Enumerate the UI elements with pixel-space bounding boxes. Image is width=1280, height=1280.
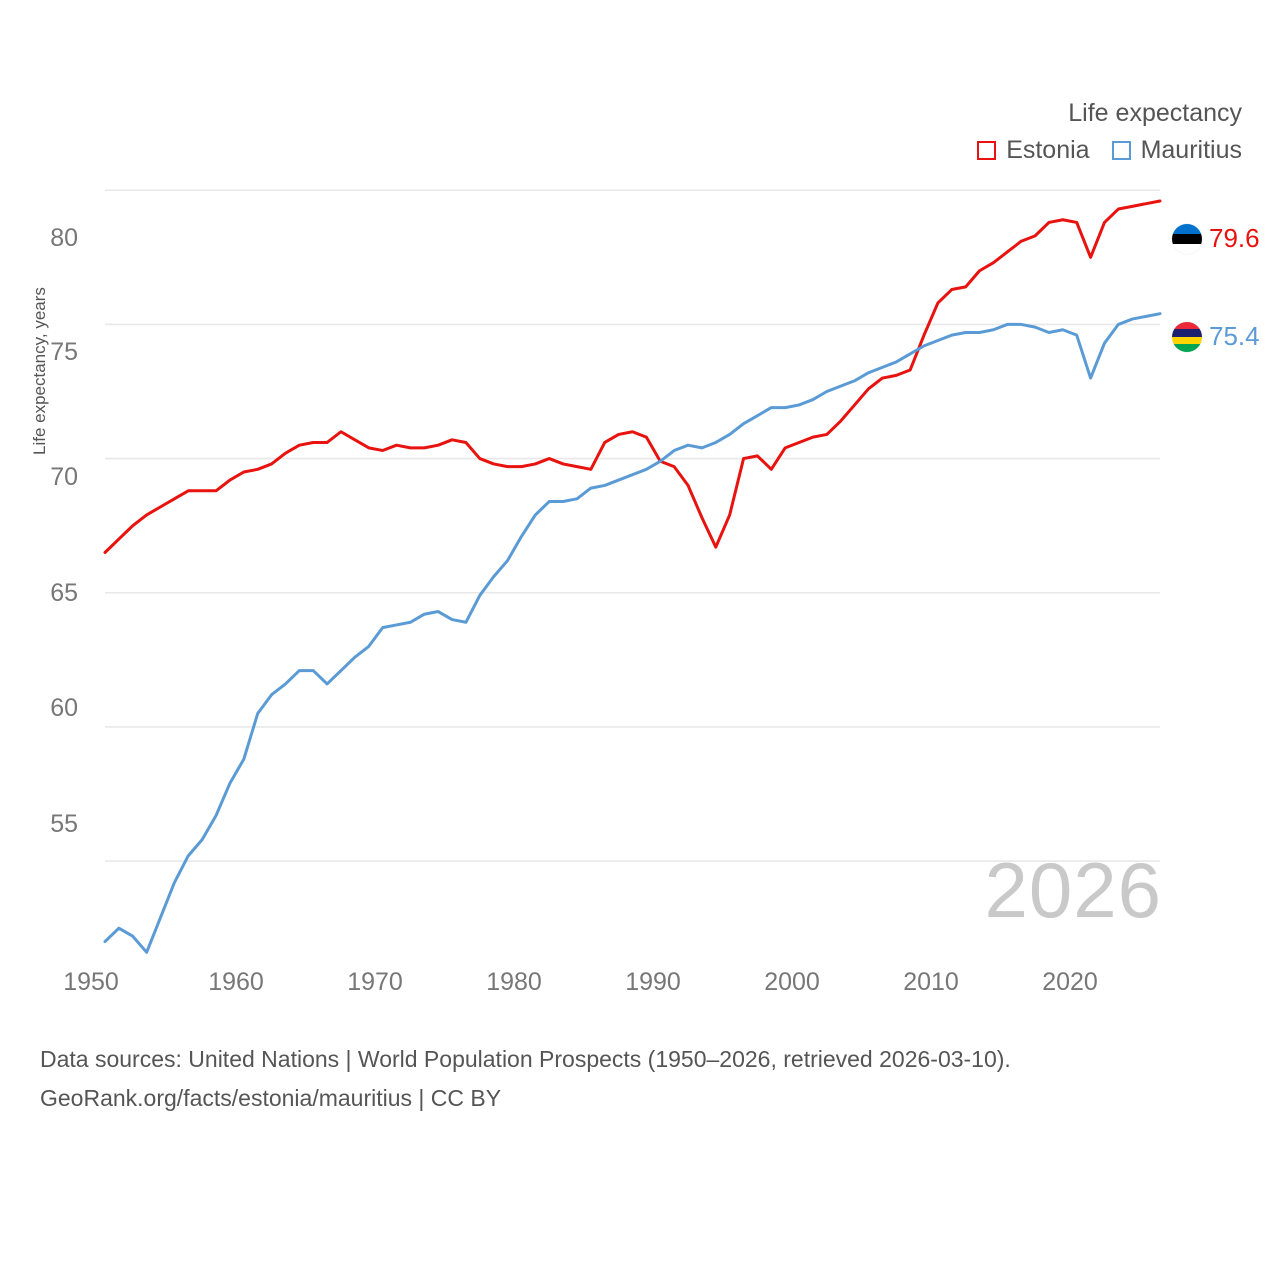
x-tick-2000: 2000 [764,968,820,996]
y-tick-55: 55 [50,810,78,838]
series-lines [105,201,1160,952]
series-line-estonia [105,201,1160,553]
x-tick-1990: 1990 [625,968,681,996]
series-line-mauritius [105,314,1160,953]
footer-line-2: GeoRank.org/facts/estonia/mauritius | CC BY [40,1085,502,1111]
estonia-flag-icon [1172,224,1202,254]
end-value-estonia: 79.6 [1209,223,1260,253]
y-tick-65: 65 [50,579,78,607]
x-tick-1970: 1970 [347,968,403,996]
x-tick-1980: 1980 [486,968,542,996]
mauritius-flag-icon [1172,322,1202,352]
watermark-year: 2026 [984,846,1162,934]
legend-label-mauritius: Mauritius [1140,136,1242,164]
end-label-estonia [1172,223,1260,254]
y-tick-70: 70 [50,463,78,491]
x-tick-2020: 2020 [1042,968,1098,996]
footer-sources [40,1040,1240,1118]
gridlines [105,190,1160,861]
end-label-mauritius [1172,321,1260,352]
legend-title: Life expectancy [1068,99,1242,127]
y-axis-title: Life expectancy, years [30,287,49,455]
y-tick-80: 80 [50,224,78,252]
x-tick-1960: 1960 [208,968,264,996]
y-tick-60: 60 [50,694,78,722]
end-value-mauritius: 75.4 [1209,321,1260,351]
x-tick-2010: 2010 [903,968,959,996]
y-tick-75: 75 [50,338,78,366]
footer-line-1: Data sources: United Nations | World Population Prospects (1950–2026, retrieved 2026-03-10). [40,1046,1011,1072]
legend-label-estonia: Estonia [1006,136,1090,164]
x-tick-1950: 1950 [63,968,119,996]
